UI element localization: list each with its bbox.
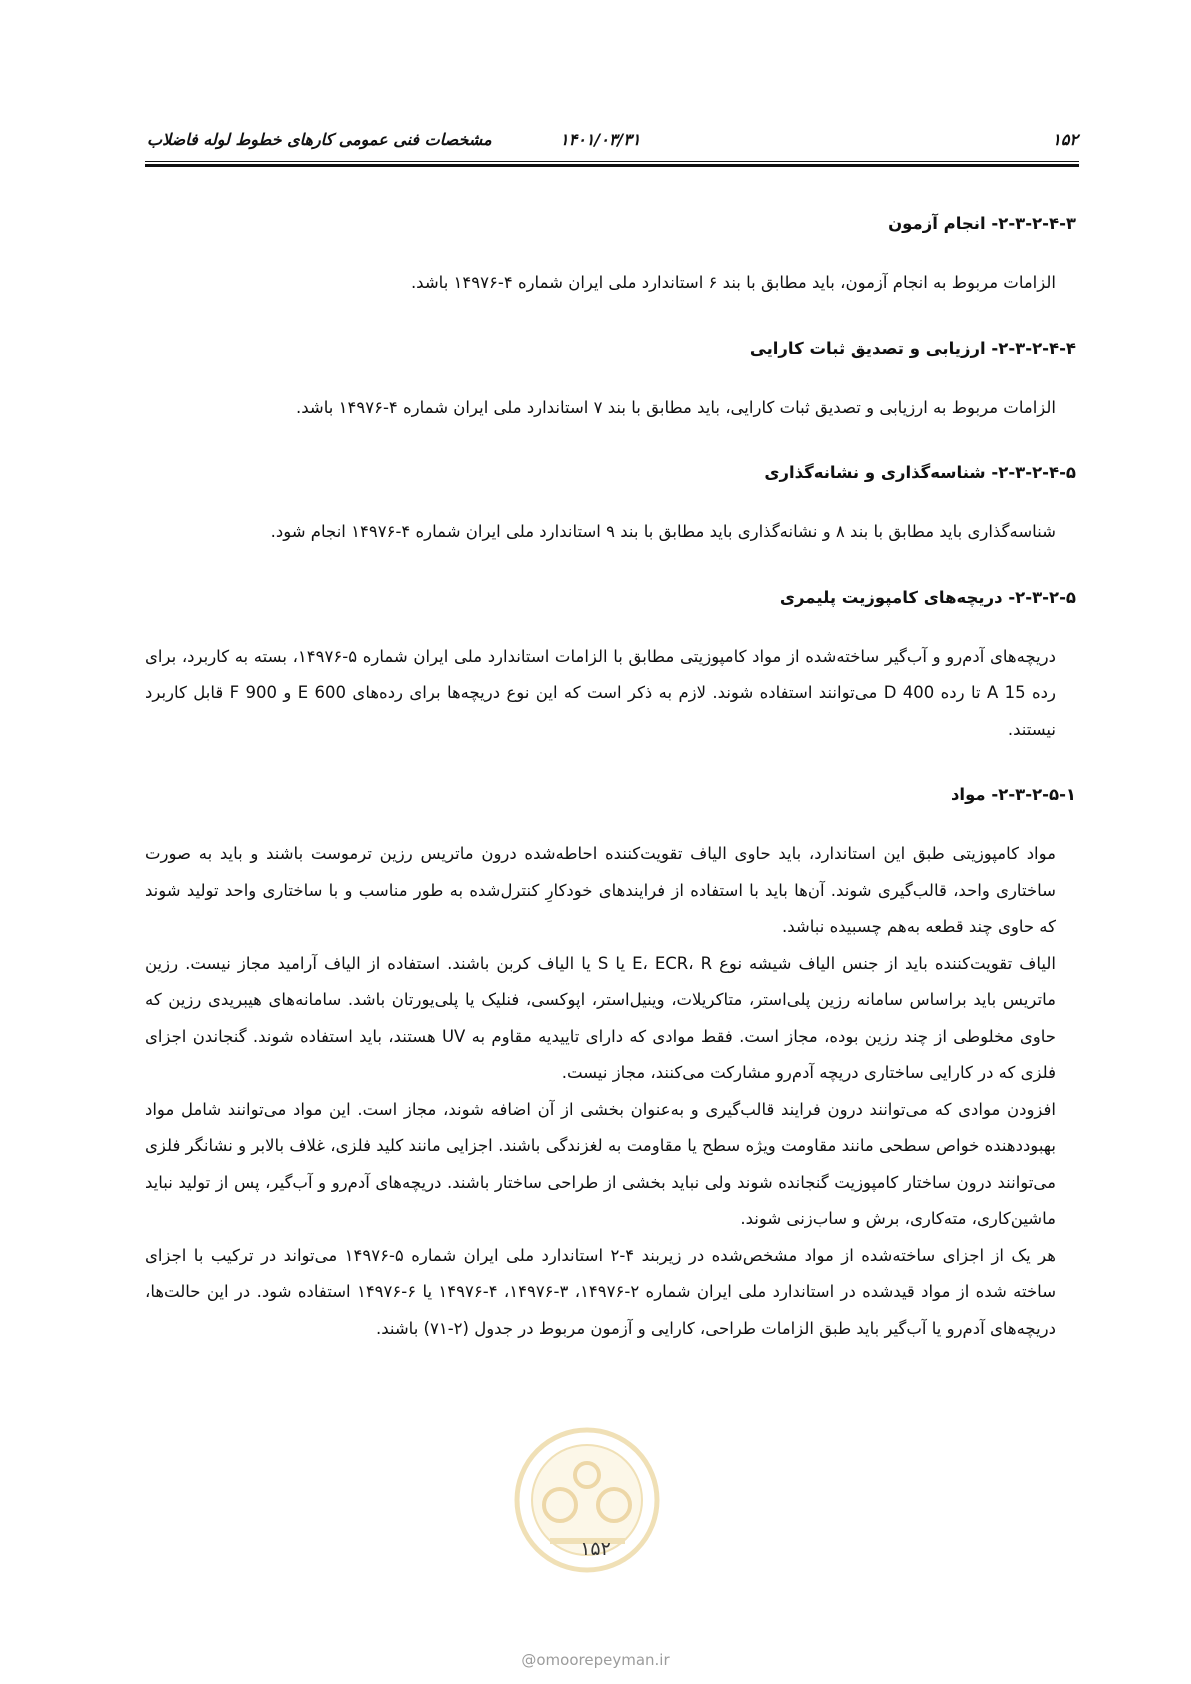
footer-page-number: ۱۵۲ xyxy=(580,1538,611,1560)
header-date: ۱۴۰۱/۰۳/۳۱ xyxy=(560,130,641,149)
footer-watermark-site: @omoorepeyman.ir xyxy=(521,1651,670,1669)
paragraph: الزامات مربوط به انجام آزمون، باید مطابق با بند ۶ استاندارد ملی ایران شماره ۴-۱۴۹۷۶ باشد. xyxy=(410,273,1056,292)
paragraph: مواد کامپوزیتی طبق این استاندارد، باید حاوی الیاف تقویت‌کننده احاطه‌شده درون ماتریس رزین ترموست باشند و باید به صورت ساختاری واحد، قالب‌گیری شوند. آن‌ها باید با استفاده از فرایندهای خودکارِ کنترل‌شده به طور مناسب و با ساختاری واحد تولید شوند که حاوی چند قطعه به‌هم چسبیده نباشد. xyxy=(145,844,1056,936)
page-body xyxy=(145,210,1076,1347)
paragraph: الیاف تقویت‌کننده باید از جنس الیاف شیشه نوع E، ECR، R یا S یا الیاف کربن باشند. استفاده از الیاف آرامید مجاز نیست. رزین ماتریس باید براساس سامانه رزین پلی‌استر، متاکریلات، وینیل‌استر، اپوکسی، فنلیک یا پلی‌یورتان باشد. سامانه‌های هیبریدی رزین که حاوی مخلوطی از چند رزین بوده، مجاز است. فقط موادی که دارای تاییدیه مقاوم به UV هستند، باید استفاده شوند. گنجاندن اجزای فلزی که در کارایی ساختاری دریچه آدم‌رو مشارکت می‌کنند، مجاز نیست. xyxy=(145,953,1056,1082)
section-heading-5: ۲-۳-۲-۴-۵- شناسه‌گذاری و نشانه‌گذاری xyxy=(764,463,1076,482)
paragraph: شناسه‌گذاری باید مطابق با بند ۸ و نشانه‌گذاری باید مطابق با بند ۹ استاندارد ملی ایران شماره ۴-۱۴۹۷۶ انجام شود. xyxy=(270,522,1056,541)
section-heading-4: ۲-۳-۲-۴-۴- ارزیابی و تصدیق ثبات کارایی xyxy=(749,338,1076,358)
paragraph: افزودن موادی که می‌توانند درون فرایند قالب‌گیری و به‌عنوان بخشی از آن اضافه شوند، مجاز است. این مواد می‌توانند شامل مواد بهبوددهنده خواص سطحی مانند مقاومت ویژه سطح یا مقاومت به لغزندگی باشند. اجزایی مانند کلید فلزی، غلاف بالابر و نشانگر فلزی می‌توانند درون ساختار کامپوزیت گنجانده شوند ولی نباید بخشی از طراحی ساختار باشند. دریچه‌های آدم‌رو و آب‌گیر، پس از تولید نباید ماشین‌کاری، مته‌کاری، برش و ساب‌زنی شوند. xyxy=(145,1099,1056,1228)
header-page-number: ۱۵۲ xyxy=(1052,130,1078,149)
section-heading-3: ۲-۳-۲-۴-۳- انجام آزمون xyxy=(888,214,1076,233)
section-heading-materials: ۲-۳-۲-۵-۱- مواد xyxy=(950,785,1076,804)
paragraph: الزامات مربوط به ارزیابی و تصدیق ثبات کارایی، باید مطابق با بند ۷ استاندارد ملی ایران شماره ۴-۱۴۹۷۶ باشد. xyxy=(296,397,1056,417)
header-title: مشخصات فنی عمومی کارهای خطوط لوله فاضلاب xyxy=(147,130,492,149)
header-rule xyxy=(145,161,1079,167)
section-heading-composite: ۲-۳-۲-۵- دریچه‌های کامپوزیت پلیمری xyxy=(779,587,1076,607)
watermark-logo xyxy=(500,1420,675,1605)
paragraph: دریچه‌های آدم‌رو و آب‌گیر ساخته‌شده از مواد کامپوزیتی مطابق با الزامات استاندارد ملی ایران شماره ۵-۱۴۹۷۶، بسته به کاربرد، برای رده A 15 تا رده D 400 می‌توانند استفاده شوند. لازم به ذکر است که این نوع دریچه‌ها برای رده‌های E 600 و F 900 قابل کاربرد نیستند. xyxy=(145,646,1057,739)
paragraph: هر یک از اجزای ساخته‌شده از مواد مشخص‌شده در زیربند ۴-۲ استاندارد ملی ایران شماره ۵-۱۴۹۷۶ می‌تواند در ترکیب با اجزای ساخته شده از مواد قیدشده در استاندارد ملی ایران شماره ۲-۱۴۹۷۶، ۳-۱۴۹۷۶، ۴-۱۴۹۷۶ یا ۶-۱۴۹۷۶ استفاده شود. در این حالت‌ها، دریچه‌های آدم‌رو یا آب‌گیر باید طبق الزامات طراحی، کارایی و آزمون مربوط در جدول (۲-۷۱) باشند. xyxy=(145,1245,1057,1338)
